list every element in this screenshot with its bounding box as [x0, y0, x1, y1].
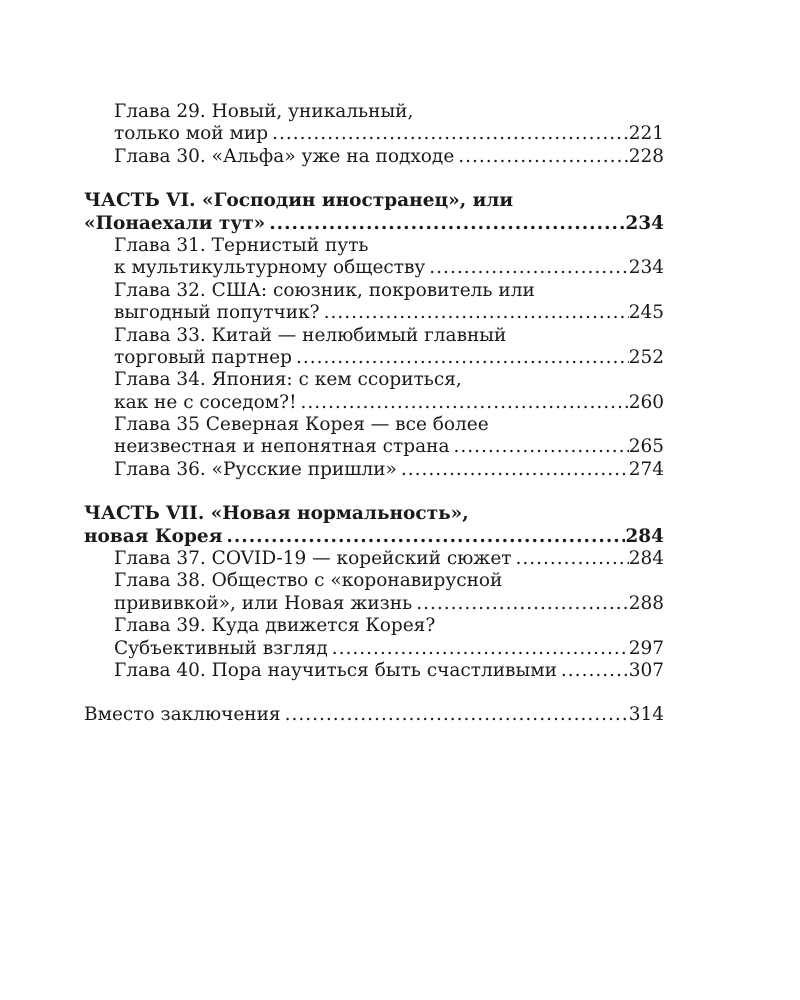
page-number: 252	[628, 346, 664, 368]
chapter-entry	[84, 235, 664, 280]
dot-leader	[297, 392, 629, 414]
toc-line	[84, 593, 664, 615]
toc-entry-title: Глава 39. Куда движется Корея?	[114, 615, 436, 637]
table-of-contents	[84, 101, 664, 727]
chapter-entry	[84, 414, 664, 459]
toc-line	[84, 704, 664, 726]
dot-leader	[328, 638, 629, 660]
chapter-entry	[84, 280, 664, 325]
toc-entry-title: ЧАСТЬ VI. «Господин иностранец», или	[84, 190, 514, 212]
chapter-entry	[84, 548, 664, 570]
chapter-entry	[84, 146, 664, 168]
toc-line	[84, 213, 664, 235]
chapter-entry	[84, 369, 664, 414]
toc-line	[84, 548, 664, 570]
toc-line	[84, 146, 664, 168]
toc-line	[84, 325, 664, 347]
toc-line	[84, 101, 664, 123]
toc-entry-title: Глава 38. Общество с «коронавирусной	[114, 570, 503, 592]
page-number: 314	[628, 704, 664, 726]
toc-entry-title: Глава 30. «Альфа» уже на подходе	[114, 145, 455, 167]
toc-entry-title: новая Корея	[84, 525, 223, 547]
section-gap	[84, 168, 664, 190]
dot-leader	[320, 302, 629, 324]
chapter-entry	[84, 570, 664, 615]
page-number: 234	[628, 257, 664, 279]
chapter-entry	[84, 325, 664, 370]
toc-line	[84, 235, 664, 257]
toc-entry-title: ЧАСТЬ VII. «Новая нормальность»,	[84, 503, 469, 525]
page-number: 265	[628, 436, 664, 458]
dot-leader	[222, 526, 625, 548]
toc-line	[84, 257, 664, 279]
dot-leader	[397, 459, 629, 481]
page-number: 307	[628, 659, 664, 681]
page-number: 297	[628, 637, 664, 659]
chapter-entry	[84, 660, 664, 682]
dot-leader	[292, 347, 629, 369]
chapter-entry	[84, 615, 664, 660]
toc-entry-title: Глава 29. Новый, уникальный,	[114, 101, 414, 122]
toc-entry-title: выгодный попутчик?	[114, 302, 320, 324]
toc-entry-title: торговый партнер	[114, 346, 292, 368]
toc-line	[84, 302, 664, 324]
page-number: 245	[628, 302, 664, 324]
toc-entry-title: как не с соседом?!	[114, 391, 297, 413]
toc-entry-title: Глава 33. Китай — нелюбимый главный	[114, 324, 507, 346]
toc-entry-title: Глава 36. «Русские пришли»	[114, 458, 397, 480]
toc-line	[84, 570, 664, 592]
toc-line	[84, 123, 664, 145]
toc-entry-title: к мультикультурному обществу	[114, 257, 426, 279]
toc-entry-title: прививкой», или Новая жизнь	[114, 592, 413, 614]
toc-entry-title: Субъективный взгляд	[114, 637, 328, 659]
section-gap	[84, 682, 664, 704]
toc-line	[84, 436, 664, 458]
toc-entry-title: только мой мир	[114, 123, 269, 145]
page-number: 288	[628, 592, 664, 614]
toc-entry-title: Глава 31. Тернистый путь	[114, 234, 369, 256]
conclusion-entry	[84, 704, 664, 726]
toc-line	[84, 526, 664, 548]
toc-line	[84, 369, 664, 391]
part-entry	[84, 503, 664, 548]
dot-leader	[265, 213, 625, 235]
page-number: 284	[625, 525, 664, 547]
dot-leader	[281, 704, 629, 726]
dot-leader	[425, 257, 628, 279]
chapter-entry	[84, 101, 664, 146]
page-number: 228	[628, 145, 664, 167]
toc-line	[84, 459, 664, 481]
toc-line	[84, 615, 664, 637]
dot-leader	[450, 436, 629, 458]
chapter-entry	[84, 459, 664, 481]
page-number: 221	[628, 123, 664, 145]
page-number: 234	[625, 212, 664, 234]
toc-line	[84, 347, 664, 369]
page-number: 284	[628, 548, 664, 570]
toc-entry-title: Глава 34. Япония: с кем ссориться,	[114, 369, 462, 391]
toc-entry-title: Глава 37. COVID-19 — корейский сюжет	[114, 548, 512, 570]
toc-entry-title: Глава 40. Пора научиться быть счастливыми	[114, 659, 557, 681]
dot-leader	[557, 660, 629, 682]
page-number: 274	[628, 458, 664, 480]
toc-line	[84, 414, 664, 436]
section-gap	[84, 481, 664, 503]
dot-leader	[512, 548, 629, 570]
toc-line	[84, 638, 664, 660]
toc-entry-title: Вместо заключения	[84, 704, 281, 726]
toc-entry-title: Глава 32. США: союзник, покровитель или	[114, 279, 535, 301]
toc-line	[84, 503, 664, 525]
page-number: 260	[628, 391, 664, 413]
dot-leader	[412, 593, 629, 615]
toc-line	[84, 280, 664, 302]
dot-leader	[454, 146, 628, 168]
dot-leader	[268, 123, 629, 145]
toc-line	[84, 392, 664, 414]
toc-entry-title: неизвестная и непонятная страна	[114, 436, 450, 458]
toc-entry-title: Глава 35 Северная Корея — все более	[114, 414, 489, 436]
part-entry	[84, 190, 664, 235]
toc-line	[84, 190, 664, 212]
toc-line	[84, 660, 664, 682]
toc-entry-title: «Понаехали тут»	[84, 212, 266, 234]
